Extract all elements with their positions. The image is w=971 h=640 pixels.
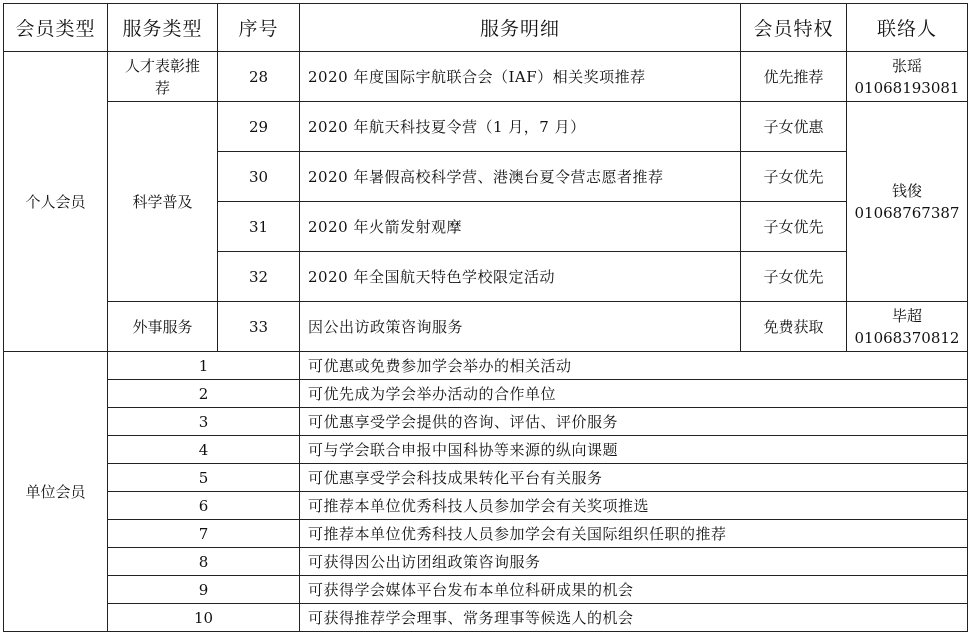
service-type-cell: 外事服务 (108, 302, 218, 352)
service-detail: 可优惠或免费参加学会举办的相关活动 (300, 352, 968, 380)
table-row (4, 52, 968, 102)
privilege-cell: 子女优先 (741, 152, 847, 202)
service-detail: 2020 年航天科技夏令营（1 月，7 月） (300, 102, 741, 152)
row-number: 30 (218, 152, 300, 202)
service-detail: 可与学会联合申报中国科协等来源的纵向课题 (300, 436, 968, 464)
header-service-type: 服务类型 (108, 4, 218, 52)
member-type-cell: 单位会员 (4, 352, 108, 632)
table-row (4, 520, 968, 548)
service-detail: 可获得因公出访团组政策咨询服务 (300, 548, 968, 576)
row-number: 32 (218, 252, 300, 302)
table-row (4, 436, 968, 464)
header-service-detail: 服务明细 (300, 4, 741, 52)
service-type-cell: 科学普及 (108, 102, 218, 302)
table-row (4, 352, 968, 380)
service-detail: 因公出访政策咨询服务 (300, 302, 741, 352)
table-row (4, 302, 968, 352)
contact-cell (847, 102, 968, 302)
membership-services-table (3, 3, 968, 632)
contact-name: 张瑶 (891, 56, 922, 75)
contact-cell (847, 302, 968, 352)
table-row (4, 492, 968, 520)
row-number: 10 (108, 604, 300, 632)
row-number: 7 (108, 520, 300, 548)
row-number: 28 (218, 52, 300, 102)
header-member-type: 会员类型 (4, 4, 108, 52)
row-number: 33 (218, 302, 300, 352)
contact-name: 毕超 (891, 306, 922, 325)
service-detail: 可推荐本单位优秀科技人员参加学会有关国际组织任职的推荐 (300, 520, 968, 548)
privilege-cell: 优先推荐 (741, 52, 847, 102)
member-type-cell: 个人会员 (4, 52, 108, 352)
service-detail: 可推荐本单位优秀科技人员参加学会有关奖项推选 (300, 492, 968, 520)
service-detail: 可优先成为学会举办活动的合作单位 (300, 380, 968, 408)
contact-phone: 01068767387 (854, 203, 960, 222)
row-number: 31 (218, 202, 300, 252)
row-number: 6 (108, 492, 300, 520)
service-detail: 2020 年暑假高校科学营、港澳台夏令营志愿者推荐 (300, 152, 741, 202)
row-number: 5 (108, 464, 300, 492)
table-row (4, 604, 968, 632)
contact-name: 钱俊 (891, 181, 922, 200)
privilege-cell: 子女优先 (741, 202, 847, 252)
service-type-cell: 人才表彰推荐 (108, 52, 218, 102)
service-detail: 2020 年度国际宇航联合会（IAF）相关奖项推荐 (300, 52, 741, 102)
service-detail: 2020 年全国航天特色学校限定活动 (300, 252, 741, 302)
service-detail: 可获得学会媒体平台发布本单位科研成果的机会 (300, 576, 968, 604)
row-number: 4 (108, 436, 300, 464)
contact-phone: 01068193081 (854, 78, 960, 97)
service-detail: 可优惠享受学会提供的咨询、评估、评价服务 (300, 408, 968, 436)
table-row (4, 408, 968, 436)
table-row (4, 464, 968, 492)
header-privilege: 会员特权 (741, 4, 847, 52)
row-number: 29 (218, 102, 300, 152)
row-number: 1 (108, 352, 300, 380)
service-detail: 2020 年火箭发射观摩 (300, 202, 741, 252)
contact-phone: 01068370812 (854, 328, 960, 347)
row-number: 8 (108, 548, 300, 576)
row-number: 2 (108, 380, 300, 408)
row-number: 9 (108, 576, 300, 604)
privilege-cell: 免费获取 (741, 302, 847, 352)
table-row (4, 102, 968, 152)
table-row (4, 576, 968, 604)
row-number: 3 (108, 408, 300, 436)
header-contact: 联络人 (847, 4, 968, 52)
table-row (4, 548, 968, 576)
service-detail: 可获得推荐学会理事、常务理事等候选人的机会 (300, 604, 968, 632)
privilege-cell: 子女优先 (741, 252, 847, 302)
table-row (4, 380, 968, 408)
header-number: 序号 (218, 4, 300, 52)
privilege-cell: 子女优惠 (741, 102, 847, 152)
service-detail: 可优惠享受学会科技成果转化平台有关服务 (300, 464, 968, 492)
contact-cell (847, 52, 968, 102)
